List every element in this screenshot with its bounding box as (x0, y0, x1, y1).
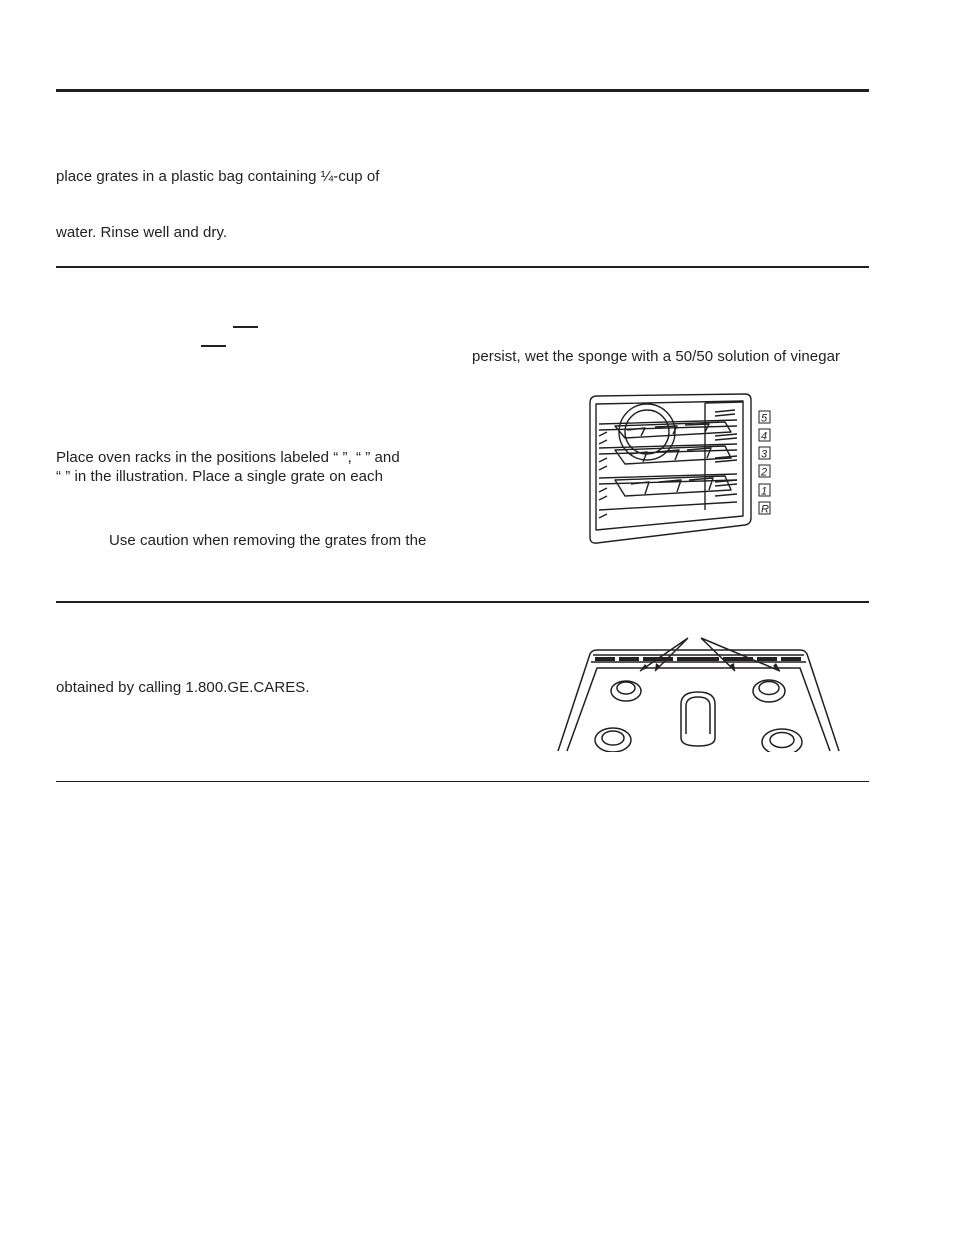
grates-text-line-1: place grates in a plastic bag containing ¼-cup of (56, 168, 380, 185)
grates-text-line-2: water. Rinse well and dry. (56, 224, 228, 241)
top-rule (56, 89, 869, 92)
underline-mark-1 (233, 326, 258, 328)
section-divider-1 (56, 266, 869, 268)
oven-rack-illustration (585, 392, 785, 547)
rack-label-5: 5 (761, 412, 768, 425)
rack-label-1: 1 (761, 485, 768, 498)
underline-mark-2 (201, 345, 226, 347)
cooktop-illustration (555, 634, 842, 752)
oven-text-line-3: Use caution when removing the grates from the (109, 532, 427, 549)
cooktop-text-line-1: obtained by calling 1.800.GE.CARES. (56, 679, 310, 696)
oven-text-right-line-1: persist, wet the sponge with a 50/50 solution of vinegar (472, 348, 841, 365)
rack-label-2: 2 (761, 466, 768, 479)
rack-label-4: 4 (761, 430, 768, 443)
rack-label-r: R (761, 503, 769, 516)
rack-label-3: 3 (761, 448, 768, 461)
section-divider-2 (56, 601, 869, 603)
section-divider-3 (56, 781, 869, 782)
oven-text-line-2: “ ” in the illustration. Place a single grate on each (56, 468, 383, 485)
oven-text-line-1: Place oven racks in the positions labeled “ ”, “ ” and (56, 449, 400, 466)
